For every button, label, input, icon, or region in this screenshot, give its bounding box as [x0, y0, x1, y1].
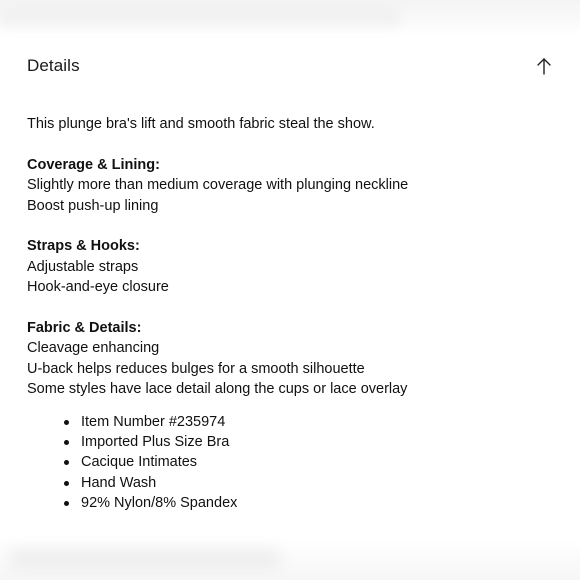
collapse-button[interactable]: [533, 55, 555, 77]
arrow-up-icon: [536, 57, 552, 75]
fabric-heading: Fabric & Details:: [27, 320, 142, 337]
bullet-list: [27, 412, 557, 514]
top-blurred-area: [0, 0, 580, 36]
straps-line: Hook-and-eye closure: [27, 279, 169, 296]
coverage-line: Slightly more than medium coverage with plunging neckline: [27, 177, 409, 194]
list-item: Item Number #235974: [81, 412, 557, 432]
bottom-blur-shape: [10, 548, 280, 570]
fabric-line: U-back helps reduces bulges for a smooth silhouette: [27, 360, 365, 377]
coverage-heading: Coverage & Lining:: [27, 156, 160, 173]
description-text: This plunge bra's lift and smooth fabric steal the show.: [27, 116, 375, 132]
fabric-line: Cleavage enhancing: [27, 340, 160, 357]
top-blur-shape: [0, 6, 400, 26]
details-header[interactable]: [27, 52, 557, 80]
coverage-line: Boost push-up lining: [27, 197, 159, 214]
list-item: Hand Wash: [81, 473, 557, 493]
details-content: [27, 114, 557, 514]
straps-line: Adjustable straps: [27, 258, 139, 275]
fabric-line: Some styles have lace detail along the cups or lace overlay: [27, 381, 408, 398]
list-item: Imported Plus Size Bra: [81, 432, 557, 452]
list-item: Cacique Intimates: [81, 452, 557, 472]
list-item: 92% Nylon/8% Spandex: [81, 493, 557, 513]
straps-heading: Straps & Hooks:: [27, 238, 140, 255]
bottom-blurred-area: [0, 540, 580, 580]
details-title: Details: [27, 56, 80, 75]
